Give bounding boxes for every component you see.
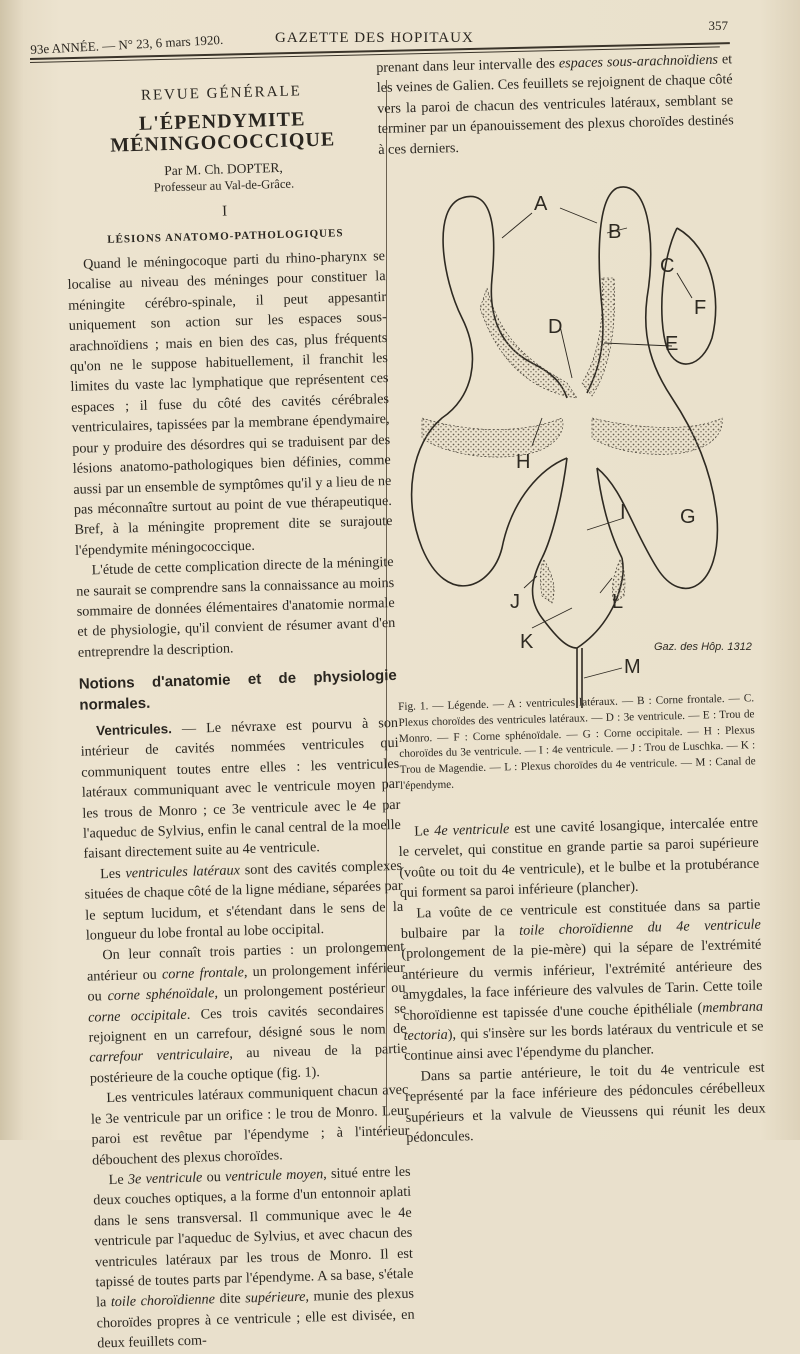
part-number: I xyxy=(221,203,228,220)
figure-caption: Fig. 1. — Légende. — A : ventricules latéraux. — B : Corne frontale. — C. Plexus choroïdes des ventricules latéraux. — D : 3e ventricule. — E : Trou de Monro. — F : Corne sphénoïdale. — G : Corne occipitale. — H : Plexus choroïdes du 3e ventricule. — I : 4e ventricule. — J : Trou de Luschka. — K : Trou de Magendie. — L : Plexus choroïdes du 4e ventricule. — M : Canal de l'épendyme. xyxy=(398,692,756,792)
diagram-label: M xyxy=(624,656,641,678)
diagram-label: D xyxy=(548,316,563,338)
section-heading: Notions d'anatomie et de physiologie normales. xyxy=(78,667,397,714)
diagram-label: J xyxy=(510,591,520,613)
paragraph: Les ventricules latéraux communiquent chacun avec le 3e ventricule par un orifice : le trou de Monro. Leur paroi est revêtue par l'épendyme ; à l'intérieur débouchent des plexus choroïdes. xyxy=(90,1082,410,1169)
diagram-label: H xyxy=(516,451,531,473)
rubric: REVUE GÉNÉRALE xyxy=(140,83,303,104)
diagram-label: I xyxy=(620,501,626,523)
diagram-label: F xyxy=(694,297,707,319)
diagram-label: B xyxy=(608,221,622,243)
page-number: 357 xyxy=(708,18,728,33)
paragraph: Le 3e ventricule ou ventricule moyen, situé entre les deux couches optiques, a la forme d'un entonnoir aplati dans le sens transversal. Il communique avec le 4e ventricule par l'aqueduc de Sylvius, et avec chacun des ventricules latéraux par les trous de Monro. Il est tapissé de toutes parts par l'épendyme. A sa base, s'étale la toile choroïdienne dite supérieure, munie des plexus choroïdes propres à ce ventricule ; elle est divisée, en deux feuillets com- xyxy=(93,1163,415,1352)
article-title: L'ÉPENDYMITE MÉNINGOCOCCIQUE xyxy=(109,108,336,157)
diagram-label: A xyxy=(534,193,548,215)
ventricle-diagram xyxy=(392,168,762,708)
issue-line: 93e ANNÉE. — N° 23, 6 mars 1920. xyxy=(30,31,224,57)
paragraph: Le 4e ventricule est une cavité losangique, intercalée entre le cervelet, qui constitue en grande partie sa paroi supérieure (voûte ou toit du 4e ventricule), et le bulbe et la protubérance qui forment sa paroi inférieure (plancher). xyxy=(398,814,760,902)
left-column xyxy=(62,73,415,1354)
paragraph: La voûte de ce ventricule est constituée dans sa partie bulbaire par la toile choroïdienne du 4e ventricule (prolongement de la pie-mère) qui la sépare de l'extrémité antérieure du vermis inférieur, l'extrémité antérieure des amygdales, la face inférieure des valvules de Tarin. Cette toile choroïdienne est tapissée d'une couche épithéliale (membrana tectoria), qui s'insère sur les bords latéraux du ventricule et se continue ainsi avec l'épendyme du plancher. xyxy=(400,896,764,1065)
right-column-top xyxy=(376,49,734,160)
diagram-label: G xyxy=(680,506,696,528)
paragraph: Les ventricules latéraux sont des cavités complexes situées de chaque côté de la ligne médiane, séparées par le septum lucidum, et s'étendant dans le sens de la longueur du lobe frontal au lobe occipital. xyxy=(84,857,404,944)
paragraph: On leur connaît trois parties : un prolongement antérieur ou corne frontale, un prolongement inférieur ou corne sphénoïdale, un prolongement postérieur ou corne occipitale. Ces trois cavités secondaires se rejoignent en un carrefour, désigné sous le nom de carrefour ventriculaire, au niveau de la partie postérieure de la couche optique (fig. 1). xyxy=(86,939,408,1087)
ventricle-illustration xyxy=(392,168,762,708)
section-subhead: LÉSIONS ANATOMO-PATHOLOGIQUES xyxy=(107,226,344,246)
paragraph: prenant dans leur intervalle des espaces sous-arachnoïdiens et les veines de Galien. Ces feuillets se rejoignent de chaque côté vers la paroi de chacun des ventricules latéraux, semblant se terminer par un épanouissement des plexus choroïdes destinés à ces derniers. xyxy=(376,51,734,158)
diagram-label: E xyxy=(665,333,679,355)
diagram-label: C xyxy=(660,255,675,277)
diagram-label: K xyxy=(520,631,534,653)
paragraph: Quand le méningocoque parti du rhino-pharynx se localise au niveau des méninges pour constituer la méningite cérébro-spinale, il peut appesantir uniquement son action sur les espaces sous-arachnoïdiens ; mais en bien des cas, plus fréquents qu'on ne le suppose habituellement, il franchit les limites du vaste lac lymphatique que représentent ces espaces ; il fuse du côté des cavités cérébrales ventriculaires, tapissées par la membrane épendymaire, pour y produire des désordres qui se traduisent par des lésions anatomo-pathologiques bien définies, comme aussi par un ensemble de symptômes qu'il y a lieu de ne pas méconnaître surtout au point de vue thérapeutique. Bref, à la méningite proprement dite se surajoute l'épendymite méningococcique. xyxy=(67,248,393,559)
journal-name: GAZETTE DES HOPITAUX xyxy=(275,30,474,46)
author-line: Par M. Ch. DOPTER, xyxy=(164,160,283,179)
paragraph: Ventricules. — Le névraxe est pourvu à son intérieur de cavités nommées ventricules qui communiquent toutes entre elles : les ventricules latéraux communiquant avec le ventricule moyen par les trous de Monro ; ce 3e ventricule avec le 4e par l'aqueduc de Sylvius, enfin le canal central de la moelle faisant directement suite au 4e ventricule. xyxy=(80,714,402,863)
author-affiliation: Professeur au Val-de-Grâce. xyxy=(153,176,295,195)
right-column-bottom xyxy=(398,813,766,1149)
diagram-label: L xyxy=(612,591,624,613)
paragraph: Dans sa partie antérieure, le toit du 4e ventricule est représenté par la face inférieure des pédoncules cérébelleux supérieurs et la valvule de Vieussens qui réunit les deux pédoncules. xyxy=(404,1059,766,1146)
paragraph: L'étude de cette complication directe de la méningite ne saurait se comprendre sans la connaissance au moins sommaire de données élémentaires d'anatomie normale et de physiologie, qu'il convient de résumer avant d'en entreprendre la description. xyxy=(76,554,396,661)
run-in-heading: Ventricules. xyxy=(95,721,173,739)
figure-credit: Gaz. des Hôp. 1312 xyxy=(654,641,752,653)
